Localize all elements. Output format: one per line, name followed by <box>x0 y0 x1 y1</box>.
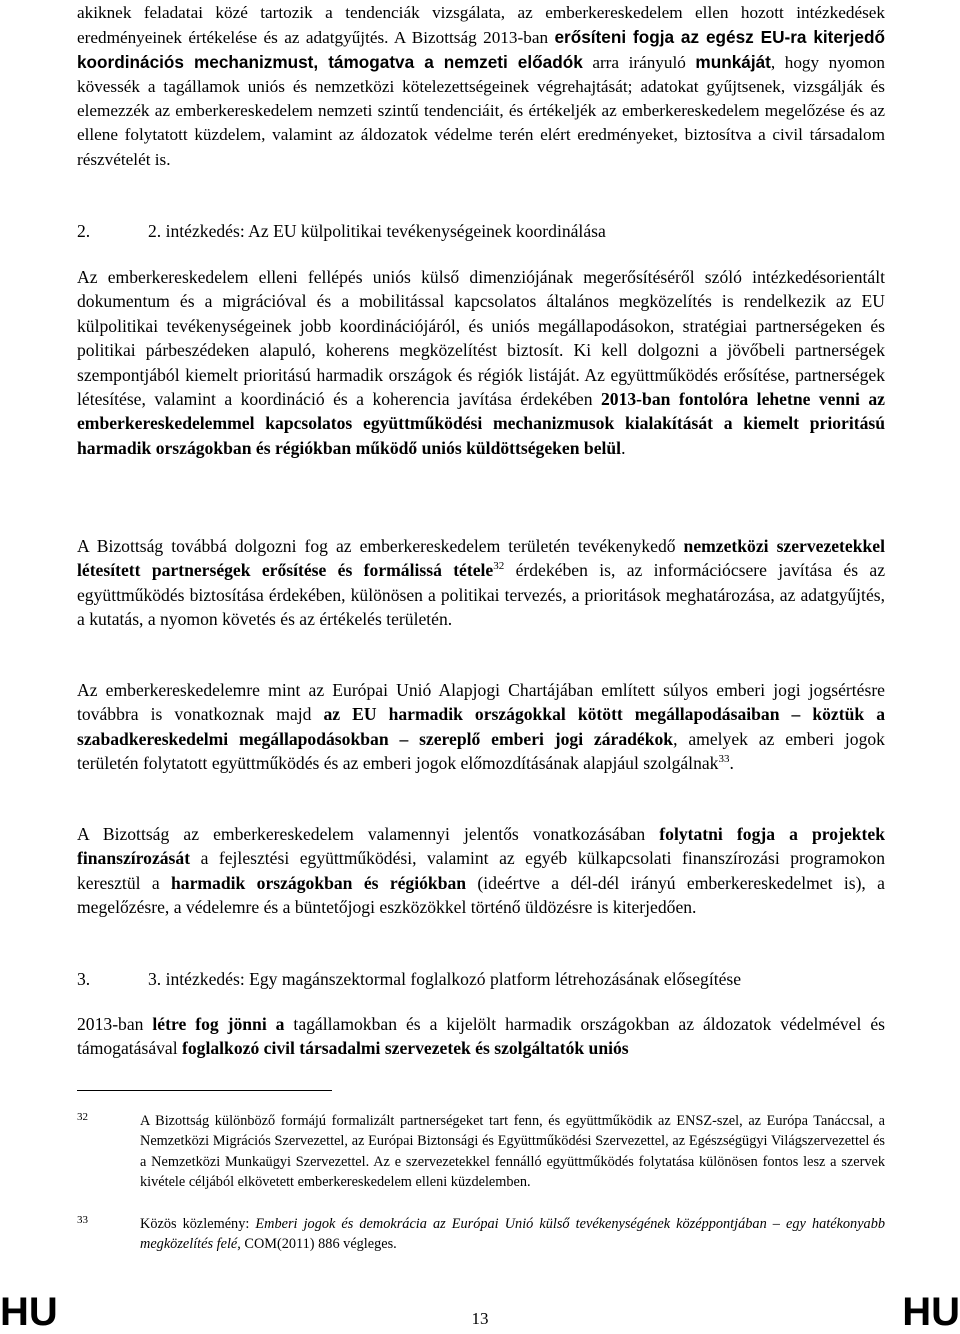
bold-run: az EU harmadik országokkal kötött megállapodásaiban – köztük a szabadkereskedelmi megállapodásokban – szereplő emberi jogi záradékok <box>77 704 885 749</box>
bold-run: munkáját <box>695 52 771 73</box>
heading-2-number: 2. <box>77 221 91 241</box>
heading-2-title: 2. intézkedés: Az EU külpolitikai tevékenységeinek koordinálása <box>148 221 606 241</box>
paragraph-human-rights-clauses <box>77 678 885 776</box>
footnote-32-text: A Bizottság különböző formájú formalizált partnerségeket tart fenn, és együttműködik az ENSZ-szel, az Európa Tanáccsal, a Nemzetközi Migrációs Szervezettel, az Európai Biztonsági és Együttműködési Szervezettel, az Egészségügyi Világszervezettel és a Nemzetközi Munkaügyi Szervezettel. Az e szervezetekkel fennálló együttműködés folytatása különösen fontos lesz a szervek kivétele céljából elkövetett emberkereskedelem elleni küzdelemben. <box>140 1113 885 1191</box>
text-run: (ideértve a dél-dél irányú emberkereskedelmet is), a megelőzésre, a védelemre és a büntetőjogi eszközökkel történő üldözésre is kiterjedően. <box>77 872 885 918</box>
text-run: , amelyek az emberi jogok területén folytatott együttműködés és az emberi jogok előmozdításának alapjául szolgálnak <box>77 728 885 774</box>
text-run: a fejlesztési együttműködési, valamint az egyéb külkapcsolati finanszírozási programokon keresztül a <box>77 848 885 893</box>
heading-3-number: 3. <box>77 969 91 989</box>
text-run: A Bizottság továbbá dolgozni fog az emberkereskedelem területén tevékenykedő <box>77 536 684 556</box>
text-run: , COM(2011) 886 végleges. <box>237 1236 397 1253</box>
footnote-ref-33[interactable]: 33 <box>718 753 730 766</box>
bold-run: harmadik országokban és régiókban <box>171 872 467 893</box>
footnote-33-text <box>140 1214 885 1255</box>
paragraph-project-funding <box>77 822 885 920</box>
bold-run: 2013-ban fontolóra lehetne venni az emberkereskedelemmel kapcsolatos együttműködési mechanizmusok kialakítását a kiemelt prioritású harmadik országokban és régiókban működő uniós küldöttségeken belül <box>77 389 885 458</box>
text-run: Az emberkereskedelem elleni fellépés uniós külső dimenziójának megerősítéséről szóló intézkedésorientált dokumentum és a migrációval és a mobilitással kapcsolatos általános megközelítés is rendelkezik az EU külpolitikai tevékenységeinek jobb koordinációjáról, és uniós megállapodásokon, stratégiai partnerségeken és politikai párbeszédeken alapuló, koherens megközelítést biztosít. Ki kell dolgozni a jövőbeli partnerségek szempontjából kiemelt prioritású harmadik országok és régiók listáját. Az együttműködés erősítése, partnerségek létesítése, valamint a koordináció és a koherencia javítása érdekében <box>77 267 885 410</box>
footnote-32-number: 32 <box>77 1111 88 1123</box>
paragraph-external-policy <box>77 265 885 460</box>
text-run: tagállamokban és a kijelölt harmadik országokban az áldozatok védelmével és támogatásával <box>77 1014 885 1059</box>
language-code-left: HU <box>0 1290 58 1334</box>
text-run: , hogy nyomon kövessék a tagállamok uniós és nemzetközi kötelezettségeinek végrehajtását; adatokat gyűjtsenek, vizsgálják és elemezzék az emberkereskedelem nemzeti szintű tendenciáit, és értékeljék az emberkereskedelem megelőzése és az ellene folytatott küzdelem, valamint az áldozatok védelme terén elért eredményeket, biztosítva a civil társadalom részvételét is. <box>77 53 886 169</box>
bold-run: nemzetközi szervezetekkel létesített partnerségek erősítése és formálissá tétele <box>77 536 885 581</box>
text-run: 2013-ban <box>77 1014 153 1034</box>
page-number: 13 <box>471 1309 489 1328</box>
text-run: . <box>621 437 626 458</box>
paragraph-civil-society-platform <box>77 1012 885 1061</box>
text-run: arra irányuló <box>582 53 696 73</box>
text-run: érdekében is, az információcsere javítása és az együttműködés biztosítása érdekében, különösen a politikai tervezés, a prioritások meghatározása, az adatgyűjtés, a kutatás, a nyomon követés és az értékelés területén. <box>77 560 885 630</box>
bold-run: foglalkozó civil társadalmi szervezetek és szolgáltatók uniós <box>182 1038 629 1059</box>
bold-run: erősíteni fogja az egész EU-ra kiterjedő koordinációs mechanizmust, támogatva a nemzeti előadók <box>77 27 885 73</box>
heading-3-title: 3. intézkedés: Egy magánszektormal foglalkozó platform létrehozásának elősegítése <box>148 969 742 989</box>
text-run: Közös közlemény: <box>140 1216 256 1232</box>
bold-run: létre fog jönni a <box>152 1014 285 1034</box>
italic-run: Emberi jogok és demokrácia az Európai Unió külső tevékenységének középpontjában – egy hatékonyabb megközelítés felé <box>140 1216 885 1253</box>
language-code-right: HU <box>902 1290 960 1334</box>
paragraph-international-organisations <box>77 534 885 632</box>
paragraph-coordination <box>77 1 885 172</box>
footnote-separator <box>77 1090 332 1091</box>
text-run: . <box>729 753 734 774</box>
text-run: A Bizottság az emberkereskedelem valamennyi jelentős vonatkozásában <box>77 824 660 844</box>
text-run: Az emberkereskedelemre mint az Európai Unió Alapjogi Chartájában említett súlyos emberi jogi jogsértésre továbbra is vonatkoznak majd <box>77 680 885 725</box>
footnote-ref-32[interactable]: 32 <box>493 560 505 573</box>
bold-run: folytatni fogja a projektek finanszírozását <box>77 824 885 869</box>
text-run: akiknek feladatai közé tartozik a tendenciák vizsgálata, az emberkereskedelem ellen hozott intézkedések eredményeinek értékelése és az adatgyűjtés. A Bizottság 2013-ban <box>77 3 885 48</box>
footnote-33-number: 33 <box>77 1214 88 1226</box>
